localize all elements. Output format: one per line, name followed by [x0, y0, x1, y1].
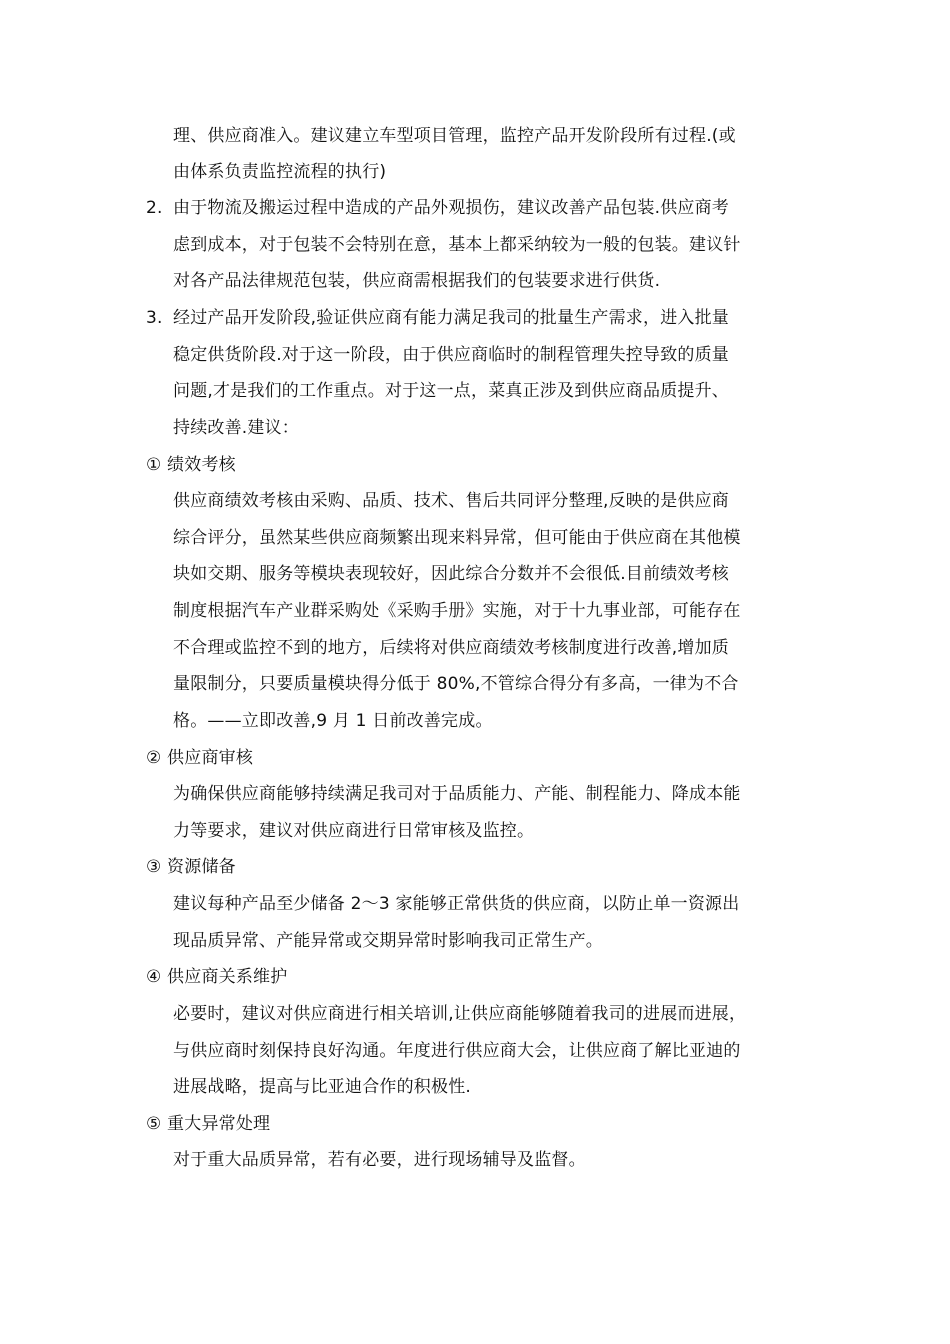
paragraph-line: 稳定供货阶段.对于这一阶段，由于供应商临时的制程管理失控导致的质量: [173, 345, 730, 365]
paragraph-line: 格。——立即改善,9 月 1 日前改善完成。: [173, 711, 493, 731]
paragraph-line: 与供应商时刻保持良好沟通。年度进行供应商大会，让供应商了解比亚迪的: [173, 1041, 741, 1061]
paragraph-line: 不合理或监控不到的地方，后续将对供应商绩效考核制度进行改善,增加质: [173, 638, 730, 658]
paragraph-line: 量限制分，只要质量模块得分低于 80%,不管综合得分有多高，一律为不合: [173, 674, 739, 694]
paragraph-line: 综合评分，虽然某些供应商频繁出现来料异常，但可能由于供应商在其他模: [173, 528, 741, 548]
paragraph-line: 供应商绩效考核由采购、品质、技术、售后共同评分整理,反映的是供应商: [173, 491, 730, 511]
paragraph-line: 制度根据汽车产业群采购处《采购手册》实施，对于十九事业部，可能存在: [173, 601, 741, 621]
paragraph-line: 由于物流及搬运过程中造成的产品外观损伤，建议改善产品包装.供应商考: [173, 198, 730, 218]
list-number: 3.: [146, 308, 163, 328]
paragraph-line: 虑到成本，对于包装不会特别在意，基本上都采纳较为一般的包装。建议针: [173, 235, 741, 255]
section-heading: ③ 资源储备: [146, 857, 236, 877]
paragraph-line: 由体系负责监控流程的执行): [173, 162, 387, 182]
list-number: 2.: [146, 198, 163, 218]
paragraph-line: 力等要求，建议对供应商进行日常审核及监控。: [173, 821, 535, 841]
paragraph-line: 对各产品法律规范包装，供应商需根据我们的包装要求进行供货.: [173, 271, 661, 291]
section-heading: ① 绩效考核: [146, 455, 236, 475]
paragraph-line: 理、供应商准入。建议建立车型项目管理，监控产品开发阶段所有过程.(或: [173, 126, 736, 146]
paragraph-line: 块如交期、服务等模块表现较好，因此综合分数并不会很低.目前绩效考核: [173, 564, 730, 584]
paragraph-line: 进展战略，提高与比亚迪合作的积极性.: [173, 1077, 472, 1097]
section-heading: ② 供应商审核: [146, 748, 254, 768]
section-heading: ④ 供应商关系维护: [146, 967, 288, 987]
paragraph-line: 建议每种产品至少储备 2～3 家能够正常供货的供应商，以防止单一资源出: [173, 894, 740, 914]
paragraph-line: 必要时，建议对供应商进行相关培训,让供应商能够随着我司的进展而进展，: [173, 1004, 747, 1024]
paragraph-line: 为确保供应商能够持续满足我司对于品质能力、产能、制程能力、降成本能: [173, 784, 741, 804]
paragraph-line: 对于重大品质异常，若有必要，进行现场辅导及监督。: [173, 1150, 586, 1170]
paragraph-line: 现品质异常、产能异常或交期异常时影响我司正常生产。: [173, 931, 603, 951]
paragraph-line: 持续改善.建议：: [173, 418, 300, 438]
section-heading: ⑤ 重大异常处理: [146, 1114, 271, 1134]
paragraph-line: 经过产品开发阶段,验证供应商有能力满足我司的批量生产需求，进入批量: [173, 308, 730, 328]
paragraph-line: 问题,才是我们的工作重点。对于这一点，菜真正涉及到供应商品质提升、: [173, 381, 730, 401]
